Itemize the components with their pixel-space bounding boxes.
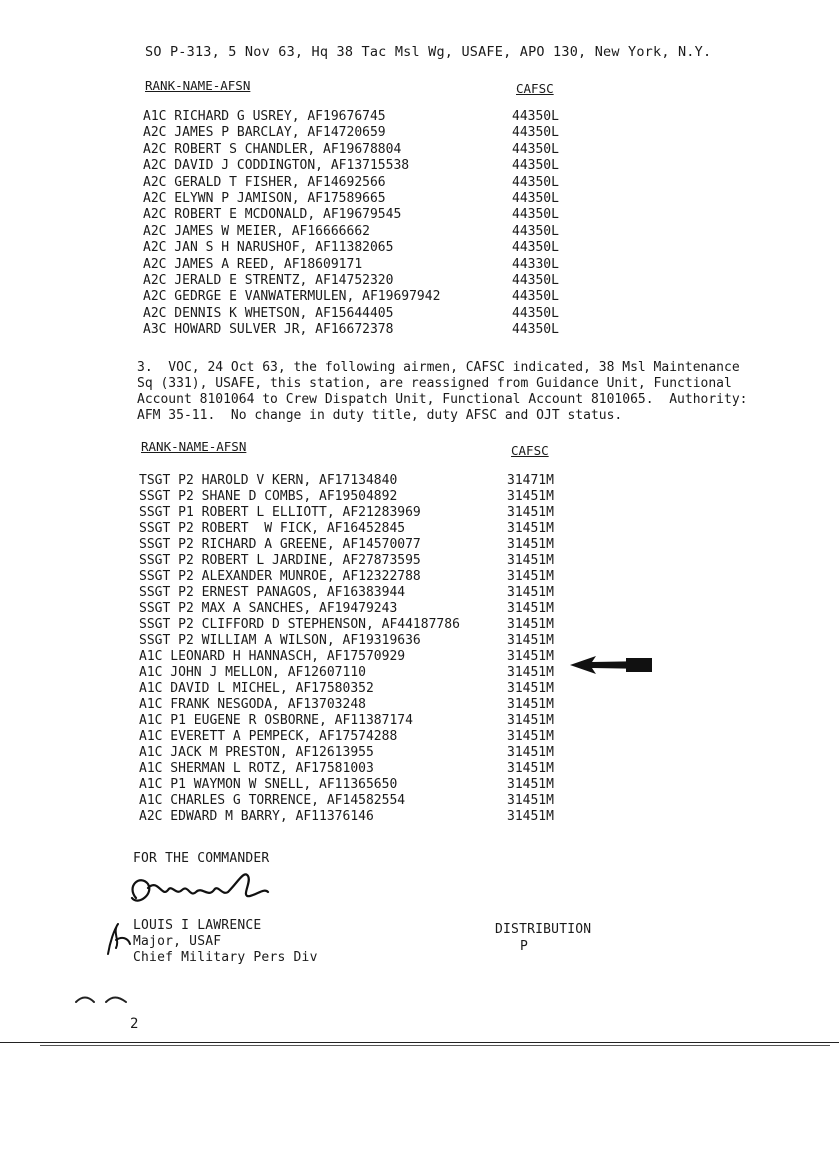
person-entry: A2C ELYWN P JAMISON, AF17589665 [143, 191, 386, 206]
person-entry: SSGT P2 MAX A SANCHES, AF19479243 [139, 601, 398, 616]
cafsc-code: 44350L [512, 174, 559, 190]
person-entry: A1C LEONARD H HANNASCH, AF17570929 [139, 649, 406, 664]
cafsc-code: 31451M [507, 521, 554, 536]
person-entry: A1C CHARLES G TORRENCE, AF14582554 [139, 793, 406, 808]
cafsc-code: 31451M [507, 729, 554, 744]
table1-name-header: RANK-NAME-AFSN [145, 78, 251, 93]
table-row [0, 473, 839, 489]
person-entry: A1C P1 WAYMON W SNELL, AF11365650 [139, 777, 398, 792]
bottom-rule-faint [40, 1045, 830, 1046]
cafsc-code: 44350L [512, 322, 559, 338]
person-entry: A2C JAMES A REED, AF18609171 [143, 256, 363, 272]
table-row [0, 322, 839, 338]
person-entry: A2C ROBERT E MCDONALD, AF19679545 [143, 207, 402, 223]
cafsc-code: 31451M [507, 585, 554, 600]
person-entry: A2C ROBERT S CHANDLER, AF19678804 [143, 141, 402, 157]
cafsc-code: 44350L [512, 273, 559, 288]
person-entry: SSGT P2 WILLIAM A WILSON, AF19319636 [139, 633, 421, 648]
cafsc-code: 31451M [507, 489, 554, 504]
table1-code-header: CAFSC [516, 81, 554, 96]
cafsc-code: 31451M [507, 665, 554, 680]
person-entry: A1C JACK M PRESTON, AF12613955 [139, 745, 374, 760]
cafsc-code: 31451M [507, 745, 554, 760]
person-entry: A2C DENNIS K WHETSON, AF15644405 [143, 305, 394, 321]
arrow-icon [566, 652, 656, 678]
person-entry: TSGT P2 HAROLD V KERN, AF17134840 [139, 473, 398, 488]
person-entry: A2C GERALD T FISHER, AF14692566 [143, 174, 386, 190]
person-entry: A2C EDWARD M BARRY, AF11376146 [139, 809, 374, 824]
table-row [0, 585, 839, 601]
cafsc-code: 31451M [507, 793, 554, 808]
person-entry: A1C FRANK NESGODA, AF13703248 [139, 697, 366, 712]
table-row [0, 809, 839, 825]
person-entry: SSGT P1 ROBERT L ELLIOTT, AF21283969 [139, 505, 421, 520]
table2-name-header: RANK-NAME-AFSN [141, 439, 247, 454]
table-row [0, 289, 839, 305]
table-row [0, 617, 839, 633]
table-row [0, 745, 839, 761]
table-row [0, 713, 839, 729]
table-row [0, 793, 839, 809]
table2-code-header: CAFSC [511, 443, 549, 458]
person-entry: SSGT P2 ROBERT L JARDINE, AF27873595 [139, 553, 421, 568]
person-entry: A2C JAMES P BARCLAY, AF14720659 [143, 125, 386, 141]
cafsc-code: 44350L [512, 305, 559, 321]
table-row [0, 175, 839, 191]
table-row [0, 569, 839, 585]
table-row [0, 109, 839, 125]
order-header: SO P-313, 5 Nov 63, Hq 38 Tac Msl Wg, USAFE, APO 130, New York, N.Y. [145, 44, 712, 60]
person-entry: A1C SHERMAN L ROTZ, AF17581003 [139, 761, 374, 776]
cafsc-code: 31451M [507, 761, 554, 776]
paragraph-3: 3. VOC, 24 Oct 63, the following airmen, CAFSC indicated, 38 Msl Maintenance Sq (331), USAFE, this station, are reassigned from Guidance Unit, Functional Account 8101064 to Crew Dispatch Unit, Functional Account 8101065. Authority: AFM 35-11. No change in duty title, duty AFSC and OJT status. [137, 360, 748, 423]
table-row [0, 224, 839, 240]
person-entry: A2C DAVID J CODDINGTON, AF13715538 [143, 158, 410, 174]
table-row [0, 601, 839, 617]
table-row [0, 761, 839, 777]
table-row [0, 273, 839, 289]
person-entry: A2C GEDRGE E VANWATERMULEN, AF19697942 [143, 289, 441, 305]
cafsc-code: 31451M [507, 553, 554, 568]
distribution-label: DISTRIBUTION [495, 922, 592, 937]
table-row [0, 649, 839, 665]
cafsc-code: 31471M [507, 473, 554, 488]
table-row [0, 729, 839, 745]
person-entry: A3C HOWARD SULVER JR, AF16672378 [143, 322, 394, 338]
cafsc-code: 44350L [512, 223, 559, 239]
cafsc-code: 44350L [512, 289, 559, 305]
cafsc-code: 31451M [507, 681, 554, 696]
table-row [0, 777, 839, 793]
table-row [0, 633, 839, 649]
person-entry: SSGT P2 SHANE D COMBS, AF19504892 [139, 489, 398, 504]
cafsc-code: 44350L [512, 109, 559, 124]
person-entry: SSGT P2 CLIFFORD D STEPHENSON, AF44187786 [139, 617, 460, 632]
cafsc-code: 44330L [512, 256, 559, 272]
table-row [0, 125, 839, 141]
cafsc-code: 44350L [512, 141, 559, 157]
person-entry: SSGT P2 RICHARD A GREENE, AF14570077 [139, 537, 421, 552]
page-number: 2 [130, 1016, 139, 1032]
person-entry: A1C JOHN J MELLON, AF12607110 [139, 665, 366, 680]
person-entry: SSGT P2 ROBERT W FICK, AF16452845 [139, 521, 406, 536]
table-row [0, 257, 839, 273]
table-row [0, 191, 839, 207]
table-row [0, 521, 839, 537]
person-entry: A1C DAVID L MICHEL, AF17580352 [139, 681, 374, 696]
person-entry: A2C JERALD E STRENTZ, AF14752320 [143, 273, 394, 288]
cafsc-code: 31451M [507, 601, 554, 616]
table-row [0, 207, 839, 223]
distribution-value: P [520, 939, 529, 954]
cafsc-code: 31451M [507, 569, 554, 584]
cafsc-code: 44350L [512, 240, 559, 256]
table-row [0, 306, 839, 322]
cafsc-code: 31451M [507, 809, 554, 824]
signer-title: Chief Military Pers Div [133, 950, 318, 965]
pen-marks [72, 992, 132, 1008]
person-entry: A1C EVERETT A PEMPECK, AF17574288 [139, 729, 398, 744]
cafsc-code: 31451M [507, 649, 554, 664]
table-row [0, 665, 839, 681]
table-row [0, 489, 839, 505]
table-row [0, 697, 839, 713]
table-row [0, 681, 839, 697]
cafsc-code: 31451M [507, 633, 554, 648]
for-commander-line: FOR THE COMMANDER [133, 851, 270, 866]
cafsc-code: 31451M [507, 617, 554, 632]
cafsc-code: 31451M [507, 777, 554, 792]
cafsc-code: 44350L [512, 125, 559, 141]
cafsc-code: 31451M [507, 713, 554, 728]
table-row [0, 537, 839, 553]
person-entry: A1C RICHARD G USREY, AF19676745 [143, 109, 386, 124]
table-row [0, 553, 839, 569]
person-entry: A2C JAN S H NARUSHOF, AF11382065 [143, 240, 394, 256]
cafsc-code: 31451M [507, 697, 554, 712]
table-row [0, 240, 839, 256]
cafsc-code: 31451M [507, 505, 554, 520]
signer-rank: Major, USAF [133, 934, 222, 949]
cafsc-code: 44350L [512, 207, 559, 223]
table-row [0, 142, 839, 158]
bottom-rule [0, 1042, 839, 1043]
cafsc-code: 44350L [512, 191, 559, 206]
person-entry: A1C P1 EUGENE R OSBORNE, AF11387174 [139, 713, 413, 728]
cafsc-code: 44350L [512, 158, 559, 174]
person-entry: A2C JAMES W MEIER, AF16666662 [143, 223, 370, 239]
person-entry: SSGT P2 ERNEST PANAGOS, AF16383944 [139, 585, 406, 600]
signer-name: LOUIS I LAWRENCE [133, 918, 262, 933]
table-row [0, 505, 839, 521]
table-row [0, 158, 839, 174]
initials-mark [100, 918, 136, 958]
cafsc-code: 31451M [507, 537, 554, 552]
person-entry: SSGT P2 ALEXANDER MUNROE, AF12322788 [139, 569, 421, 584]
